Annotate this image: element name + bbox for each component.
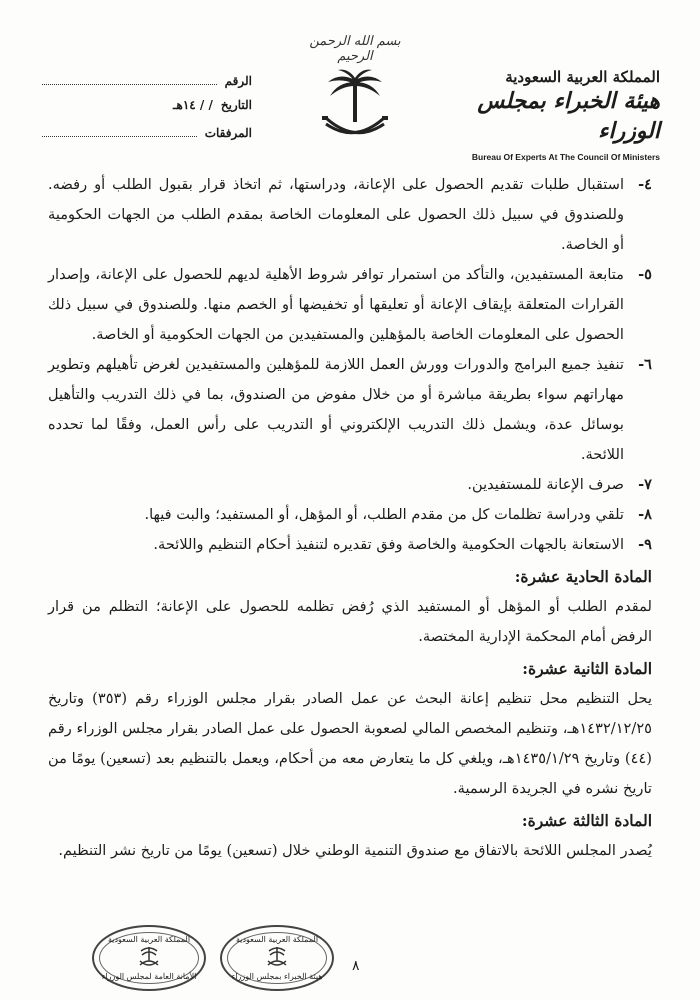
- item-number: ٥-: [638, 266, 652, 283]
- list-item: [48, 500, 652, 530]
- article-text: يُصدر المجلس اللائحة بالاتفاق مع صندوق التنمية الوطني خلال (تسعين) يومًا من تاريخ نشر التنظيم.: [58, 842, 652, 859]
- org-bureau-english: Bureau Of Experts At The Council Of Ministers: [471, 152, 660, 162]
- item-number: ٨-: [638, 506, 652, 523]
- item-number: ٤-: [638, 176, 652, 193]
- attachments-line: [42, 124, 197, 137]
- item-text: تلقي ودراسة تظلمات كل من مقدم الطلب، أو المؤهل، أو المستفيد؛ والبت فيها.: [144, 506, 624, 523]
- article-heading: المادة الحادية عشرة:: [514, 567, 652, 586]
- date-label: التاريخ: [220, 98, 252, 112]
- reference-block: [42, 72, 252, 150]
- page-number: ٨: [352, 958, 360, 974]
- item-text: استقبال طلبات تقديم الحصول على الإعانة، ودراستها، ثم اتخاذ قرار بقبول الطلب أو رفضه. وللصندوق في سبيل ذلك الحصول على المعلومات الخاصة بمقدم الطلب من الجهات الحكومية أو الخاصة.: [48, 176, 624, 253]
- item-text: الاستعانة بالجهات الحكومية والخاصة وفق تقديره لتنفيذ أحكام التنظيم واللائحة.: [153, 536, 624, 553]
- article-heading: المادة الثانية عشرة:: [522, 659, 652, 678]
- list-item: [48, 170, 652, 260]
- item-number: ٧-: [638, 476, 652, 493]
- emblem: [305, 34, 405, 152]
- item-number: ٩-: [638, 536, 652, 553]
- date-value: / / ١٤هـ: [172, 98, 213, 112]
- basmala: بسم الله الرحمن الرحيم: [309, 34, 401, 64]
- list-item: [48, 260, 652, 350]
- bureau-of-experts-seal: [220, 925, 334, 991]
- org-bureau-arabic: هيئة الخبراء بمجلس الوزراء: [477, 88, 660, 144]
- document-body: [48, 170, 652, 866]
- seal-emblem-icon: [265, 945, 289, 969]
- seal-text-top: المملكة العربية السعودية: [107, 935, 191, 944]
- item-text: صرف الإعانة للمستفيدين.: [467, 476, 624, 493]
- letterhead: [0, 20, 700, 162]
- attachments-label: المرفقات: [204, 126, 252, 140]
- org-kingdom: المملكة العربية السعودية: [505, 68, 660, 86]
- organization-block: [430, 68, 660, 162]
- item-number: ٦-: [638, 356, 652, 373]
- list-item: [48, 350, 652, 470]
- list-item: [48, 530, 652, 560]
- list-item: [48, 470, 652, 500]
- article-text: يحل التنظيم محل تنظيم إعانة البحث عن عمل الصادر بقرار مجلس الوزراء رقم (٣٥٣) وتاريخ ١٤٣٢/١٢/٢٥هـ، وتنظيم المخصص المالي لصعوبة الحصول على عمل الصادر بقرار مجلس الوزراء رقم (٤٤) وتاريخ ١٤٣٥/١/٢٩هـ، ويلغي كل ما يتعارض معه من أحكام، ويعمل بالتنظيم بعد (تسعين) يومًا من تاريخ نشره في الجريدة الرسمية.: [48, 690, 653, 797]
- item-text: متابعة المستفيدين، والتأكد من استمرار توافر شروط الأهلية لديهم للحصول على الإعانة، وإصدار القرارات المتعلقة بإيقاف الإعانة أو تعليقها أو تخفيضها أو الخصم منها. وللصندوق في سبيل ذلك الحصول على المعلومات الخاصة بالمؤهلين والمستفيدين من الجهات الحكومية أو الخاصة.: [48, 266, 624, 343]
- seal-text-bottom: الأمانة العامة لمجلس الوزراء: [101, 972, 197, 981]
- seal-text-top: المملكة العربية السعودية: [235, 935, 319, 944]
- seal-text-bottom: هيئة الخبراء بمجلس الوزراء: [231, 972, 323, 981]
- article-heading: المادة الثالثة عشرة:: [521, 811, 652, 830]
- article-text: لمقدم الطلب أو المؤهل أو المستفيد الذي رُفض تظلمه للحصول على الإعانة؛ التظلم من قرار الرفض أمام المحكمة الإدارية المختصة.: [48, 598, 652, 645]
- ref-line: [42, 72, 217, 85]
- palm-and-swords-emblem-icon: [320, 66, 390, 148]
- seal-emblem-icon: [137, 945, 161, 969]
- general-secretariat-seal: [92, 925, 206, 991]
- item-text: تنفيذ جميع البرامج والدورات وورش العمل اللازمة للمؤهلين والمستفيدين لغرض تأهيلهم وتطوير مهاراتهم سواء بطريقة مباشرة أو من خلال مفوض من الصندوق، بما في ذلك التدريب والتأهيل بوسائل عدة، ويشمل ذلك التدريب الإلكتروني أو التدريب على رأس العمل، وفقًا لما تحدده اللائحة.: [48, 356, 624, 463]
- ref-label: الرقم: [224, 74, 252, 88]
